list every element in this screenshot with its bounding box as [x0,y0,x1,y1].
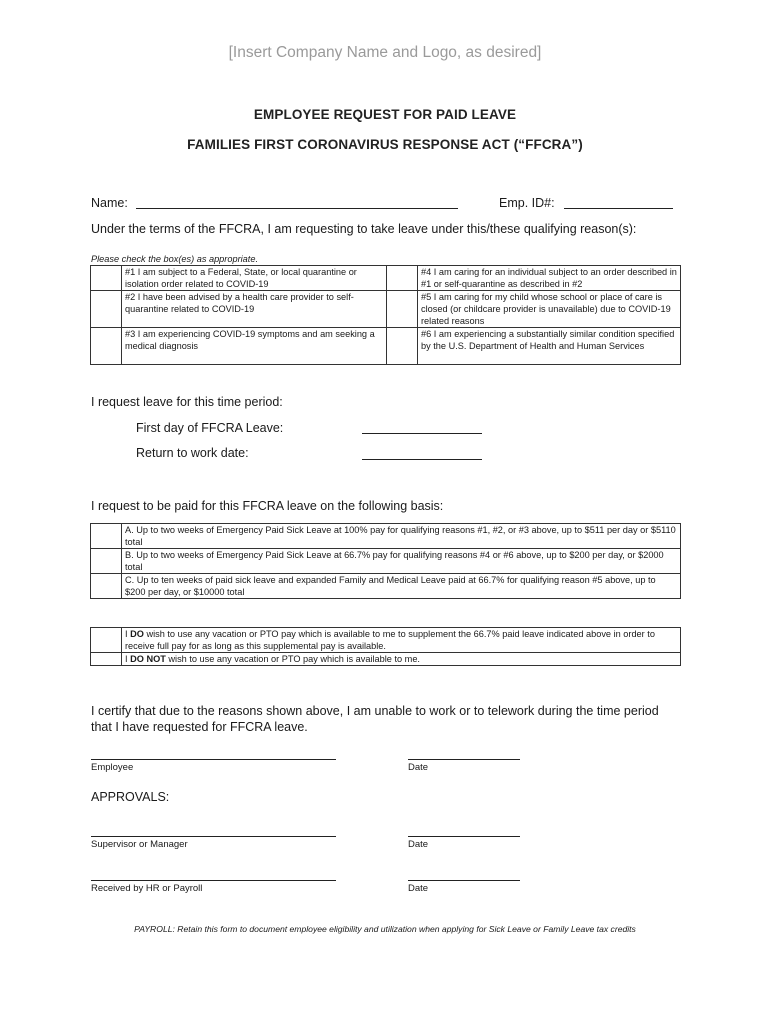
pay-intro: I request to be paid for this FFCRA leave on the following basis: [91,499,444,513]
payroll-note: PAYROLL: Retain this form to document employee eligibility and utilization when applying for Sick Leave or Family Leave tax credits [134,924,636,934]
pay-option-b-checkbox[interactable] [91,549,122,574]
reason-1-checkbox[interactable] [91,266,122,291]
emp-id-field[interactable] [564,208,673,209]
pto-do-checkbox[interactable] [91,628,122,653]
employee-date-label: Date [408,762,429,773]
supervisor-label: Supervisor or Manager [91,839,188,850]
reason-4-checkbox[interactable] [387,266,418,291]
return-date-field[interactable] [362,459,482,460]
supervisor-signature-line[interactable] [91,836,336,837]
reason-5-text: #5 I am caring for my child whose school or place of care is closed (or childcare provider is unavailable) due to COVID-19 related reasons [418,291,681,328]
reason-6-text: #6 I am experiencing a substantially similar condition specified by the U.S. Department of Health and Human Services [418,328,681,365]
pto-do-not-checkbox[interactable] [91,653,122,666]
check-instruction: Please check the box(es) as appropriate. [91,254,258,264]
employee-signature-line[interactable] [91,759,336,760]
reason-1-text: #1 I am subject to a Federal, State, or local quarantine or isolation order related to COVID-19 [122,266,387,291]
pay-option-a-checkbox[interactable] [91,524,122,549]
qualifying-reasons-table [90,265,681,365]
pto-do-text: I DO wish to use any vacation or PTO pay which is available to me to supplement the 66.7% paid leave indicated above in order to receive full pay for as long as this supplemental pay is available. [122,628,681,653]
reason-5-checkbox[interactable] [387,291,418,328]
employee-date-line[interactable] [408,759,520,760]
reason-3-checkbox[interactable] [91,328,122,365]
reason-6-checkbox[interactable] [387,328,418,365]
first-day-field[interactable] [362,433,482,434]
employee-label: Employee [91,762,134,773]
hr-signature-line[interactable] [91,880,336,881]
supervisor-date-line[interactable] [408,836,520,837]
reasons-intro: Under the terms of the FFCRA, I am requesting to take leave under this/these qualifying reason(s): [91,222,637,236]
pto-do-not-text: I DO NOT wish to use any vacation or PTO pay which is available to me. [122,653,681,666]
pay-basis-table [90,523,681,599]
name-label: Name: [91,196,128,210]
period-intro: I request leave for this time period: [91,395,283,409]
hr-label: Received by HR or Payroll [91,883,203,894]
return-date-label: Return to work date: [136,446,249,460]
pto-table [90,627,681,666]
form-title: EMPLOYEE REQUEST FOR PAID LEAVE [253,107,517,122]
name-field[interactable] [136,208,458,209]
hr-date-label: Date [408,883,429,894]
form-subtitle: FAMILIES FIRST CORONAVIRUS RESPONSE ACT (“FFCRA”) [187,137,583,152]
reason-3-text: #3 I am experiencing COVID-19 symptoms and am seeking a medical diagnosis [122,328,387,365]
reason-4-text: #4 I am caring for an individual subject to an order described in #1 or self-quarantine as described in #2 [418,266,681,291]
pay-option-a-text: A. Up to two weeks of Emergency Paid Sick Leave at 100% pay for qualifying reasons #1, #2, or #3 above, up to $511 per day or $5110 total [122,524,681,549]
approvals-heading: APPROVALS: [91,790,170,804]
hr-date-line[interactable] [408,880,520,881]
reason-2-checkbox[interactable] [91,291,122,328]
emp-id-label: Emp. ID#: [499,196,555,210]
pay-option-b-text: B. Up to two weeks of Emergency Paid Sick Leave at 66.7% pay for qualifying reasons #4 or #6 above, up to $200 per day, or $2000 total [122,549,681,574]
company-name-placeholder: [Insert Company Name and Logo, as desired] [228,44,542,61]
reason-2-text: #2 I have been advised by a health care provider to self-quarantine related to COVID-19 [122,291,387,328]
first-day-label: First day of FFCRA Leave: [136,421,284,435]
pay-option-c-checkbox[interactable] [91,574,122,599]
pay-option-c-text: C. Up to ten weeks of paid sick leave and expanded Family and Medical Leave paid at 66.7% for qualifying reason #5 above, up to $200 per day, or $10000 total [122,574,681,599]
supervisor-date-label: Date [408,839,429,850]
certification-text: I certify that due to the reasons shown above, I am unable to work or to telework during the time period that I have requested for FFCRA leave. [91,704,659,734]
